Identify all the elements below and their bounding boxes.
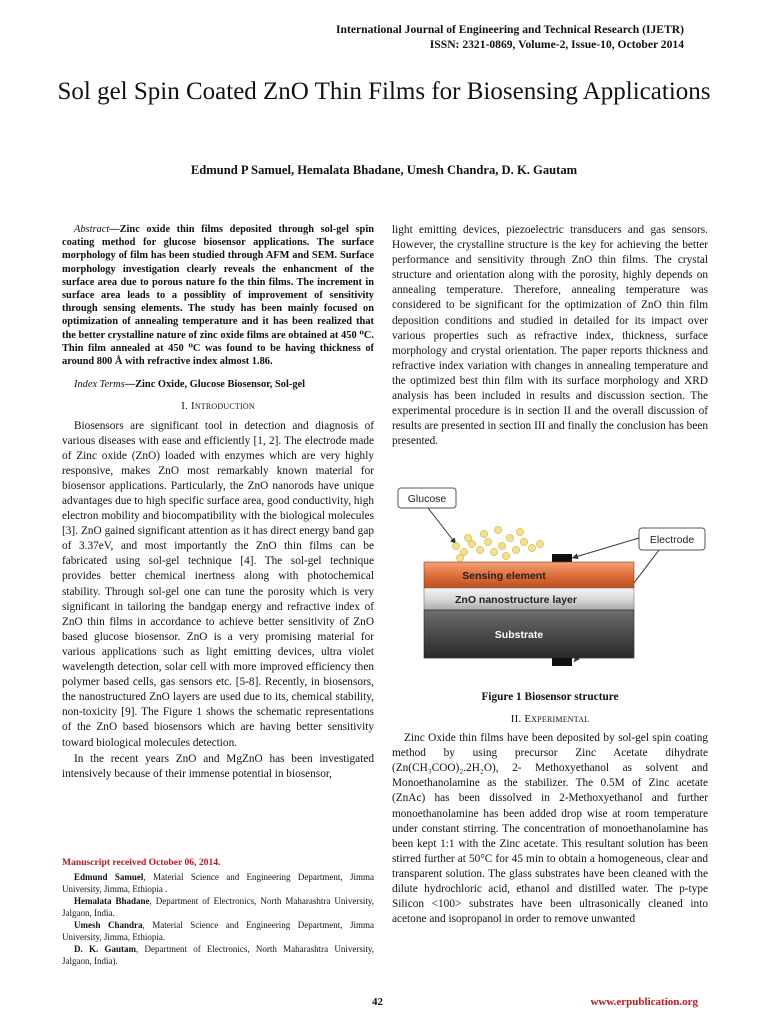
affiliation-text: , Department of Electronics, North Maharashtra University, Jalgaon, India. bbox=[62, 896, 374, 918]
abstract-text: —Zinc oxide thin films deposited through sol-gel spin coating method for glucose biosensor applications. The surface morphology of film has been studied through AFM and SEM. Surface morphology investigation clearly reveals the enhancment of the surface area due to porous nature fo the thin films. The increment in surface area leads to a possiblity of improvement of sensitivity through sensing elements. The study has been mainly focused on optimization of annealing temperature and it has been realized that the better crystalline nature of zinc oxide films are obtained at 450 ⁰C. Thin film annealed at 450 ⁰C was found to be having thickness of around 800 Å with refractive index almost 1.86. bbox=[62, 224, 374, 368]
left-column bbox=[62, 223, 374, 782]
electrode-arrow-top bbox=[572, 538, 639, 558]
page-number: 42 bbox=[372, 996, 383, 1008]
figure-caption: Figure 1 Biosensor structure bbox=[481, 691, 619, 703]
footnotes bbox=[62, 857, 374, 967]
affiliation-note bbox=[62, 895, 374, 919]
bottom-electrode bbox=[552, 658, 572, 666]
sensing-element-label: Sensing element bbox=[462, 570, 546, 582]
journal-name: International Journal of Engineering and Technical Research (IJETR) bbox=[336, 23, 684, 36]
section-heading-introduction bbox=[62, 399, 374, 414]
affiliation-text: , Department of Electronics, North Maharashtra University, Jalgaon, India). bbox=[62, 944, 374, 966]
intro-paragraph: In the recent years ZnO and MgZnO has been investigated intensively because of their immense potential in biosensor, bbox=[62, 752, 374, 780]
electrode-label: Electrode bbox=[649, 534, 695, 546]
zno-layer-label: ZnO nanostructure layer bbox=[455, 594, 577, 606]
affiliation-note bbox=[62, 871, 374, 895]
index-terms-label: Index Terms bbox=[74, 379, 125, 391]
top-electrode bbox=[552, 554, 572, 562]
affiliation-name: Hemalata Bhadane bbox=[74, 896, 150, 906]
abstract bbox=[62, 223, 374, 368]
glucose-molecules bbox=[452, 526, 543, 561]
journal-issn: ISSN: 2321-0869, Volume-2, Issue-10, October 2014 bbox=[429, 38, 684, 51]
affiliation-name: Umesh Chandra bbox=[74, 920, 143, 930]
substrate-label: Substrate bbox=[494, 629, 544, 641]
right-column bbox=[392, 223, 708, 449]
index-terms-text: —Zinc Oxide, Glucose Biosensor, Sol-gel bbox=[124, 379, 306, 391]
section-number: II. bbox=[510, 713, 522, 725]
affiliation-note bbox=[62, 943, 374, 967]
glucose-label: Glucose bbox=[407, 493, 447, 505]
experimental-section bbox=[392, 712, 708, 927]
affiliation-text: , Material Science and Engineering Department, Jimma University, Jimma, Ethiopia . bbox=[62, 872, 374, 894]
index-terms bbox=[62, 378, 374, 391]
manuscript-received: Manuscript received October 06, 2014. bbox=[62, 857, 221, 868]
intro-continued: light emitting devices, piezoelectric transducers and gas sensors. However, the crystalline structure is the key for achieving the better performance and sensitivity through ZnO thin films. The crystal structure and orientation along with the porosity, highly depends on annealing temperature. Therefore, annealing temperature was considered to be significant for the optimization of ZnO thin film deposition conditions and studied in detailed for its impact over various properties such as refractive index, thickness, surface morphology and crystal orientation. The paper reports thickness and refractive index variation with changes in annealing temperature and the optimized best thin film with its surface morphology and XRD analysis has been included in results and discussion section. The experimental procedure is in section II and the overall discussion of results are presented in section III and finally the conclusion has been presented. bbox=[392, 224, 708, 448]
author-list: Edmund P Samuel, Hemalata Bhadane, Umesh Chandra, D. K. Gautam bbox=[190, 163, 578, 177]
biosensor-diagram bbox=[394, 486, 708, 676]
affiliation-name: D. K. Gautam bbox=[74, 944, 136, 954]
section-number: I. bbox=[181, 400, 189, 413]
affiliation-note bbox=[62, 919, 374, 943]
section-title: Experimental bbox=[524, 713, 590, 725]
section-heading-experimental bbox=[392, 712, 708, 727]
intro-paragraph: Biosensors are significant tool in detection and diagnosis of various diseases with ease and efficiently [1, 2]. The electrode made of Zinc oxide (ZnO) loaded with enzymes which are very highly responsive, makes ZnO most remarkably known material for biosensor applications. Particularly, the ZnO nanorods have unique advantages due to high specific surface area, good conductivity, high electron mobility and biocompatibility with the biological molecules [3]. ZnO gained significant attention as it has direct energy band gap of 3.37eV, and most importantly the ZnO thin films can be fabricated using sol-gel technique [4]. The sol-gel technique provides better chemical inertness along with photochemical stability. Through sol-gel one can tune the porosity which is very significant in tailoring the bandgap energy and refractive index of ZnO thin films in accordance to achieve better sensitivity of ZnO based glucose biosensor. ZnO is a very promising material for various applications such as light emitting devices, ultra violet wavelength detection, solar cell with more improved efficiency then polymer based cells, gas sensors etc. [5-8]. Recently, in biosensors, the nanostructured ZnO layers are used due to its, chemical stability, non-toxicity [9]. The Figure 1 shows the schematic representations of the ZnO based biosensors which are having better sensitivity toward biological molecules detection. bbox=[62, 419, 374, 749]
section-title: Introduction bbox=[190, 400, 255, 413]
abstract-label: Abstract bbox=[74, 224, 110, 235]
glucose-arrow bbox=[428, 508, 456, 544]
affiliation-name: Edmund Samuel bbox=[74, 872, 144, 882]
affiliation-text: , Material Science and Engineering Department, Jimma University, Jimma, Ethiopia. bbox=[62, 920, 375, 942]
experimental-paragraph: Zinc Oxide thin films have been deposited by sol-gel spin coating method by using precursor Zinc Acetate dihydrate (Zn(CH₃COO)₂.2H₂O), 2- Methoxyethanol as solvent and Monoethanolamine as the stabilizer. The 0.5M of Zinc acetate (ZnAc) has been dissolved in 2-Methoxyethanol and further monoethanolamine has been added drop wise at room temperature under constant stirring. The concentration of monoethanolamine has been kept 1:1 with the Zinc acetate. This resultant solution has been stirred further at 50°C for 45 min to obtain a homogeneous, clear and transparent solution. The glass substrates have been cleaned with the dilute hydrochloric acid, ethanol and distilled water. The p-type Silicon <100> substrates have been ultrasonically cleaned into acetone and isopropanol in order to remove unwanted bbox=[392, 732, 708, 926]
paper-title: Sol gel Spin Coated ZnO Thin Films for Biosensing Applications bbox=[57, 78, 711, 105]
journal-header bbox=[336, 22, 684, 52]
publisher-url[interactable]: www.erpublication.org bbox=[590, 996, 698, 1008]
